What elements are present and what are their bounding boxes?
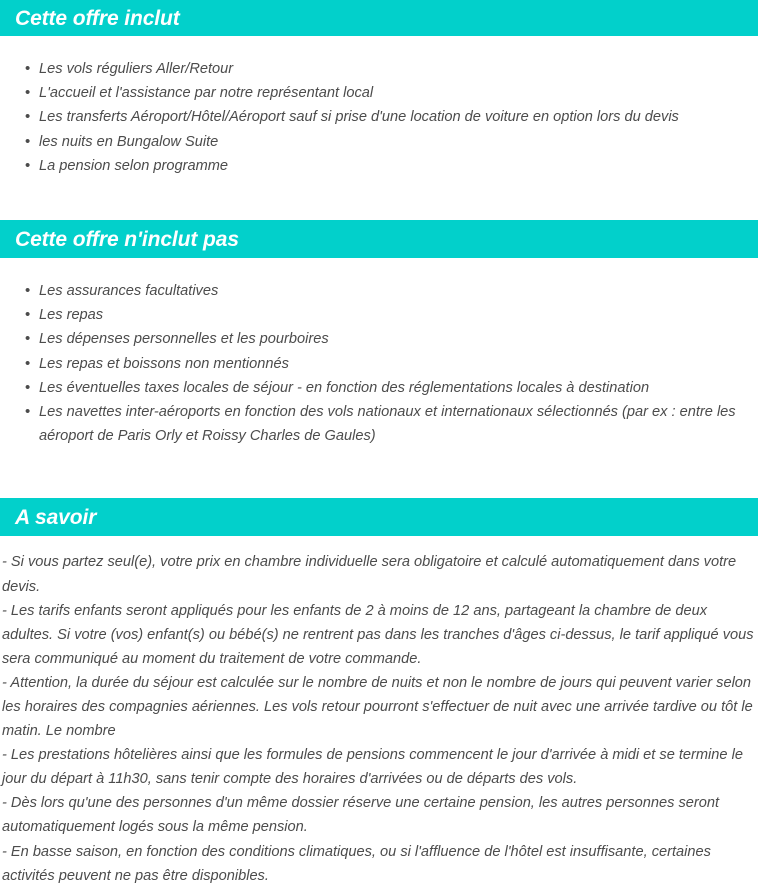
list-item: • Les navettes inter-aéroports en fonction des vols nationaux et internationaux sélectionnés (par ex : entre les aéroport de Paris Orly et Roissy Charles de Gaules): [0, 400, 758, 448]
note-paragraph: - Les prestations hôtelières ainsi que les formules de pensions commencent le jour d'arrivée à midi et se termine le jour du départ à 11h30, sans tenir compte des horaires d'arrivées ou de départs des vols.: [2, 747, 743, 788]
not-included-list: [0, 279, 758, 448]
list-item: • les nuits en Bungalow Suite: [0, 130, 758, 154]
section-title-to-know: A savoir: [15, 505, 97, 529]
note-paragraph: - Les tarifs enfants seront appliqués pour les enfants de 2 à moins de 12 ans, partageant la chambre de deux adultes. Si votre (vos) enfant(s) ou bébé(s) ne rentrent pas dans les tranches d'âges ci-dessus, le tarif appliqué vous sera communiqué au moment du traitement de votre commande.: [2, 602, 754, 667]
section-header-not-included: [0, 220, 758, 258]
list-item: • Les repas et boissons non mentionnés: [0, 352, 758, 376]
spacer-one: [0, 178, 758, 220]
list-item: • Les transferts Aéroport/Hôtel/Aéroport sauf si prise d'une location de voiture en option lors du devis: [0, 105, 758, 129]
list-item: • Les éventuelles taxes locales de séjour - en fonction des réglementations locales à destination: [0, 376, 758, 400]
list-item: • Les repas: [0, 303, 758, 327]
note-paragraph: - Dès lors qu'une des personnes d'un même dossier réserve une certaine pension, les autres personnes seront automatiquement logés sous la même pension.: [2, 795, 720, 836]
list-item: • La pension selon programme: [0, 154, 758, 178]
note-paragraph: - En basse saison, en fonction des conditions climatiques, ou si l'affluence de l'hôtel est insuffisante, certaines activités peuvent ne pas être disponibles.: [2, 843, 711, 884]
included-list: [0, 57, 758, 178]
note-paragraph: - Si vous partez seul(e), votre prix en chambre individuelle sera obligatoire et calculé automatiquement dans votre devis.: [2, 554, 737, 595]
spacer-two: [0, 448, 758, 498]
list-item: • L'accueil et l'assistance par notre représentant local: [0, 81, 758, 105]
list-item: • Les vols réguliers Aller/Retour: [0, 57, 758, 81]
section-header-to-know: [0, 498, 758, 536]
included-list-container: [0, 36, 758, 178]
section-title-included: Cette offre inclut: [15, 6, 180, 30]
note-paragraph: - Attention, la durée du séjour est calculée sur le nombre de nuits et non le nombre de jours qui peuvent varier selon les horaires des compagnies aériennes. Les vols retour pourront s'effectuer de nuit avec une arrivée tardive ou tôt le matin. Le nombre: [2, 674, 753, 740]
not-included-list-container: [0, 258, 758, 448]
to-know-notes-container: [0, 536, 758, 887]
list-item: • Les assurances facultatives: [0, 279, 758, 303]
list-item: • Les dépenses personnelles et les pourboires: [0, 327, 758, 351]
section-header-included: [0, 0, 758, 36]
section-title-not-included: Cette offre n'inclut pas: [15, 227, 239, 251]
